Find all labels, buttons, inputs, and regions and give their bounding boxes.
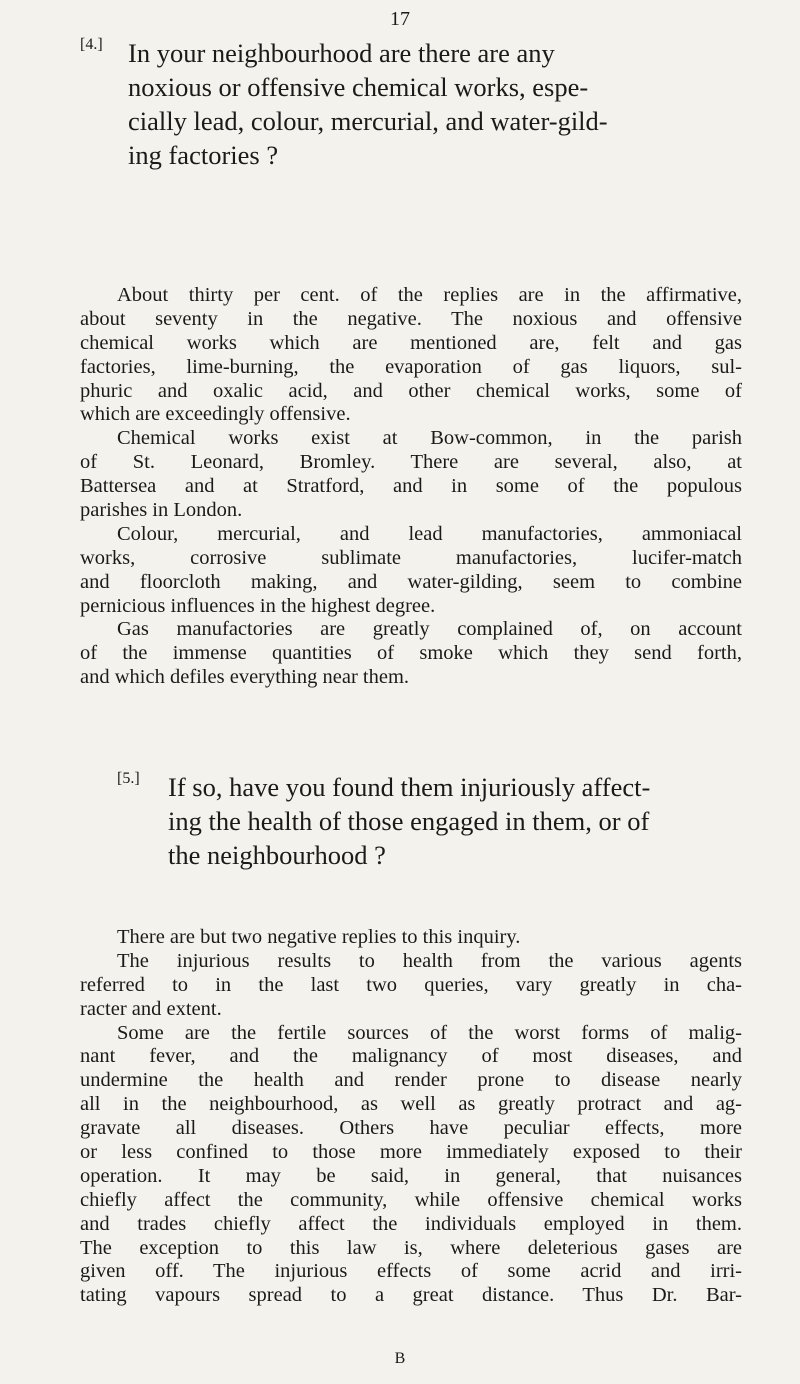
paragraph [80,950,742,1022]
text-line: noxious or offensive chemical works, espe- [128,72,589,102]
question-5 [80,770,742,872]
paragraph [80,284,742,427]
text-line: of St. Leonard, Bromley. There are several, also, at [80,451,742,474]
text-line: about seventy in the negative. The noxious and offensive [80,307,742,330]
answer-4 [80,284,742,690]
text-line: racter and extent. [80,997,222,1020]
text-line: About thirty per cent. of the replies are in the affirmative, [117,284,742,306]
text-line: gravate all diseases. Others have peculiar effects, more [80,1117,742,1140]
text-line: The injurious results to health from the various agents [117,949,742,972]
text-line: If so, have you found them injuriously affect- [168,772,651,802]
text-line: undermine the health and render prone to disease nearly [80,1069,742,1092]
page-number: 17 [390,8,410,30]
text-line: referred to in the last two queries, vary greatly in cha- [80,973,742,996]
text-line: In your neighbourhood are there are any [128,38,555,68]
question-number: [4.] [80,36,103,53]
text-line: chiefly affect the community, while offensive chemical works [80,1188,742,1211]
text-line: Battersea and at Stratford, and in some of the populous [80,475,742,498]
text-line: and trades chiefly affect the individuals employed in them. [80,1212,742,1235]
question-4 [80,36,742,172]
text-line: the neighbourhood ? [168,840,386,870]
text-line: ing the health of those engaged in them, or of [168,806,650,836]
paragraph [80,618,742,690]
signature-mark: B [394,1350,406,1367]
text-line: and floorcloth making, and water-gilding, seem to combine [80,570,742,593]
text-line: Gas manufactories are greatly complained of, on account [117,618,742,641]
text-line: phuric and oxalic acid, and other chemical works, some of [80,379,742,402]
text-line: Chemical works exist at Bow-common, in the parish [117,427,742,450]
text-line: tating vapours spread to a great distance. Thus Dr. Bar- [80,1284,742,1307]
text-line: given off. The injurious effects of some acrid and irri- [80,1260,742,1283]
text-line: of the immense quantities of smoke which they send forth, [80,642,742,665]
answer-5 [80,926,742,1308]
text-line: or less confined to those more immediately exposed to their [80,1141,742,1164]
text-line: nant fever, and the malignancy of most diseases, and [80,1045,742,1068]
text-line: works, corrosive sublimate manufactories, lucifer-match [80,546,742,569]
paragraph [80,1022,742,1309]
text-line: cially lead, colour, mercurial, and water-gild- [128,106,608,136]
text-line: factories, lime-burning, the evaporation of gas liquors, sul- [80,355,742,378]
text-line: Some are the fertile sources of the worst forms of malig- [117,1021,742,1044]
text-line: There are but two negative replies to this inquiry. [117,926,521,948]
text-line: parishes in London. [80,499,243,522]
paragraph [80,523,742,619]
text-line: all in the neighbourhood, as well as greatly protract and ag- [80,1093,742,1116]
question-number: [5.] [117,770,140,787]
paragraph [80,427,742,523]
text-line: operation. It may be said, in general, that nuisances [80,1164,742,1187]
text-line: which are exceedingly offensive. [80,403,351,426]
text-line: The exception to this law is, where deleterious gases are [80,1236,742,1259]
text-line: chemical works which are mentioned are, felt and gas [80,331,742,354]
text-line: and which defiles everything near them. [80,666,410,689]
paragraph [80,926,742,950]
text-line: pernicious influences in the highest degree. [80,594,436,617]
text-line: Colour, mercurial, and lead manufactories, ammoniacal [117,522,742,545]
text-line: ing factories ? [128,140,279,170]
